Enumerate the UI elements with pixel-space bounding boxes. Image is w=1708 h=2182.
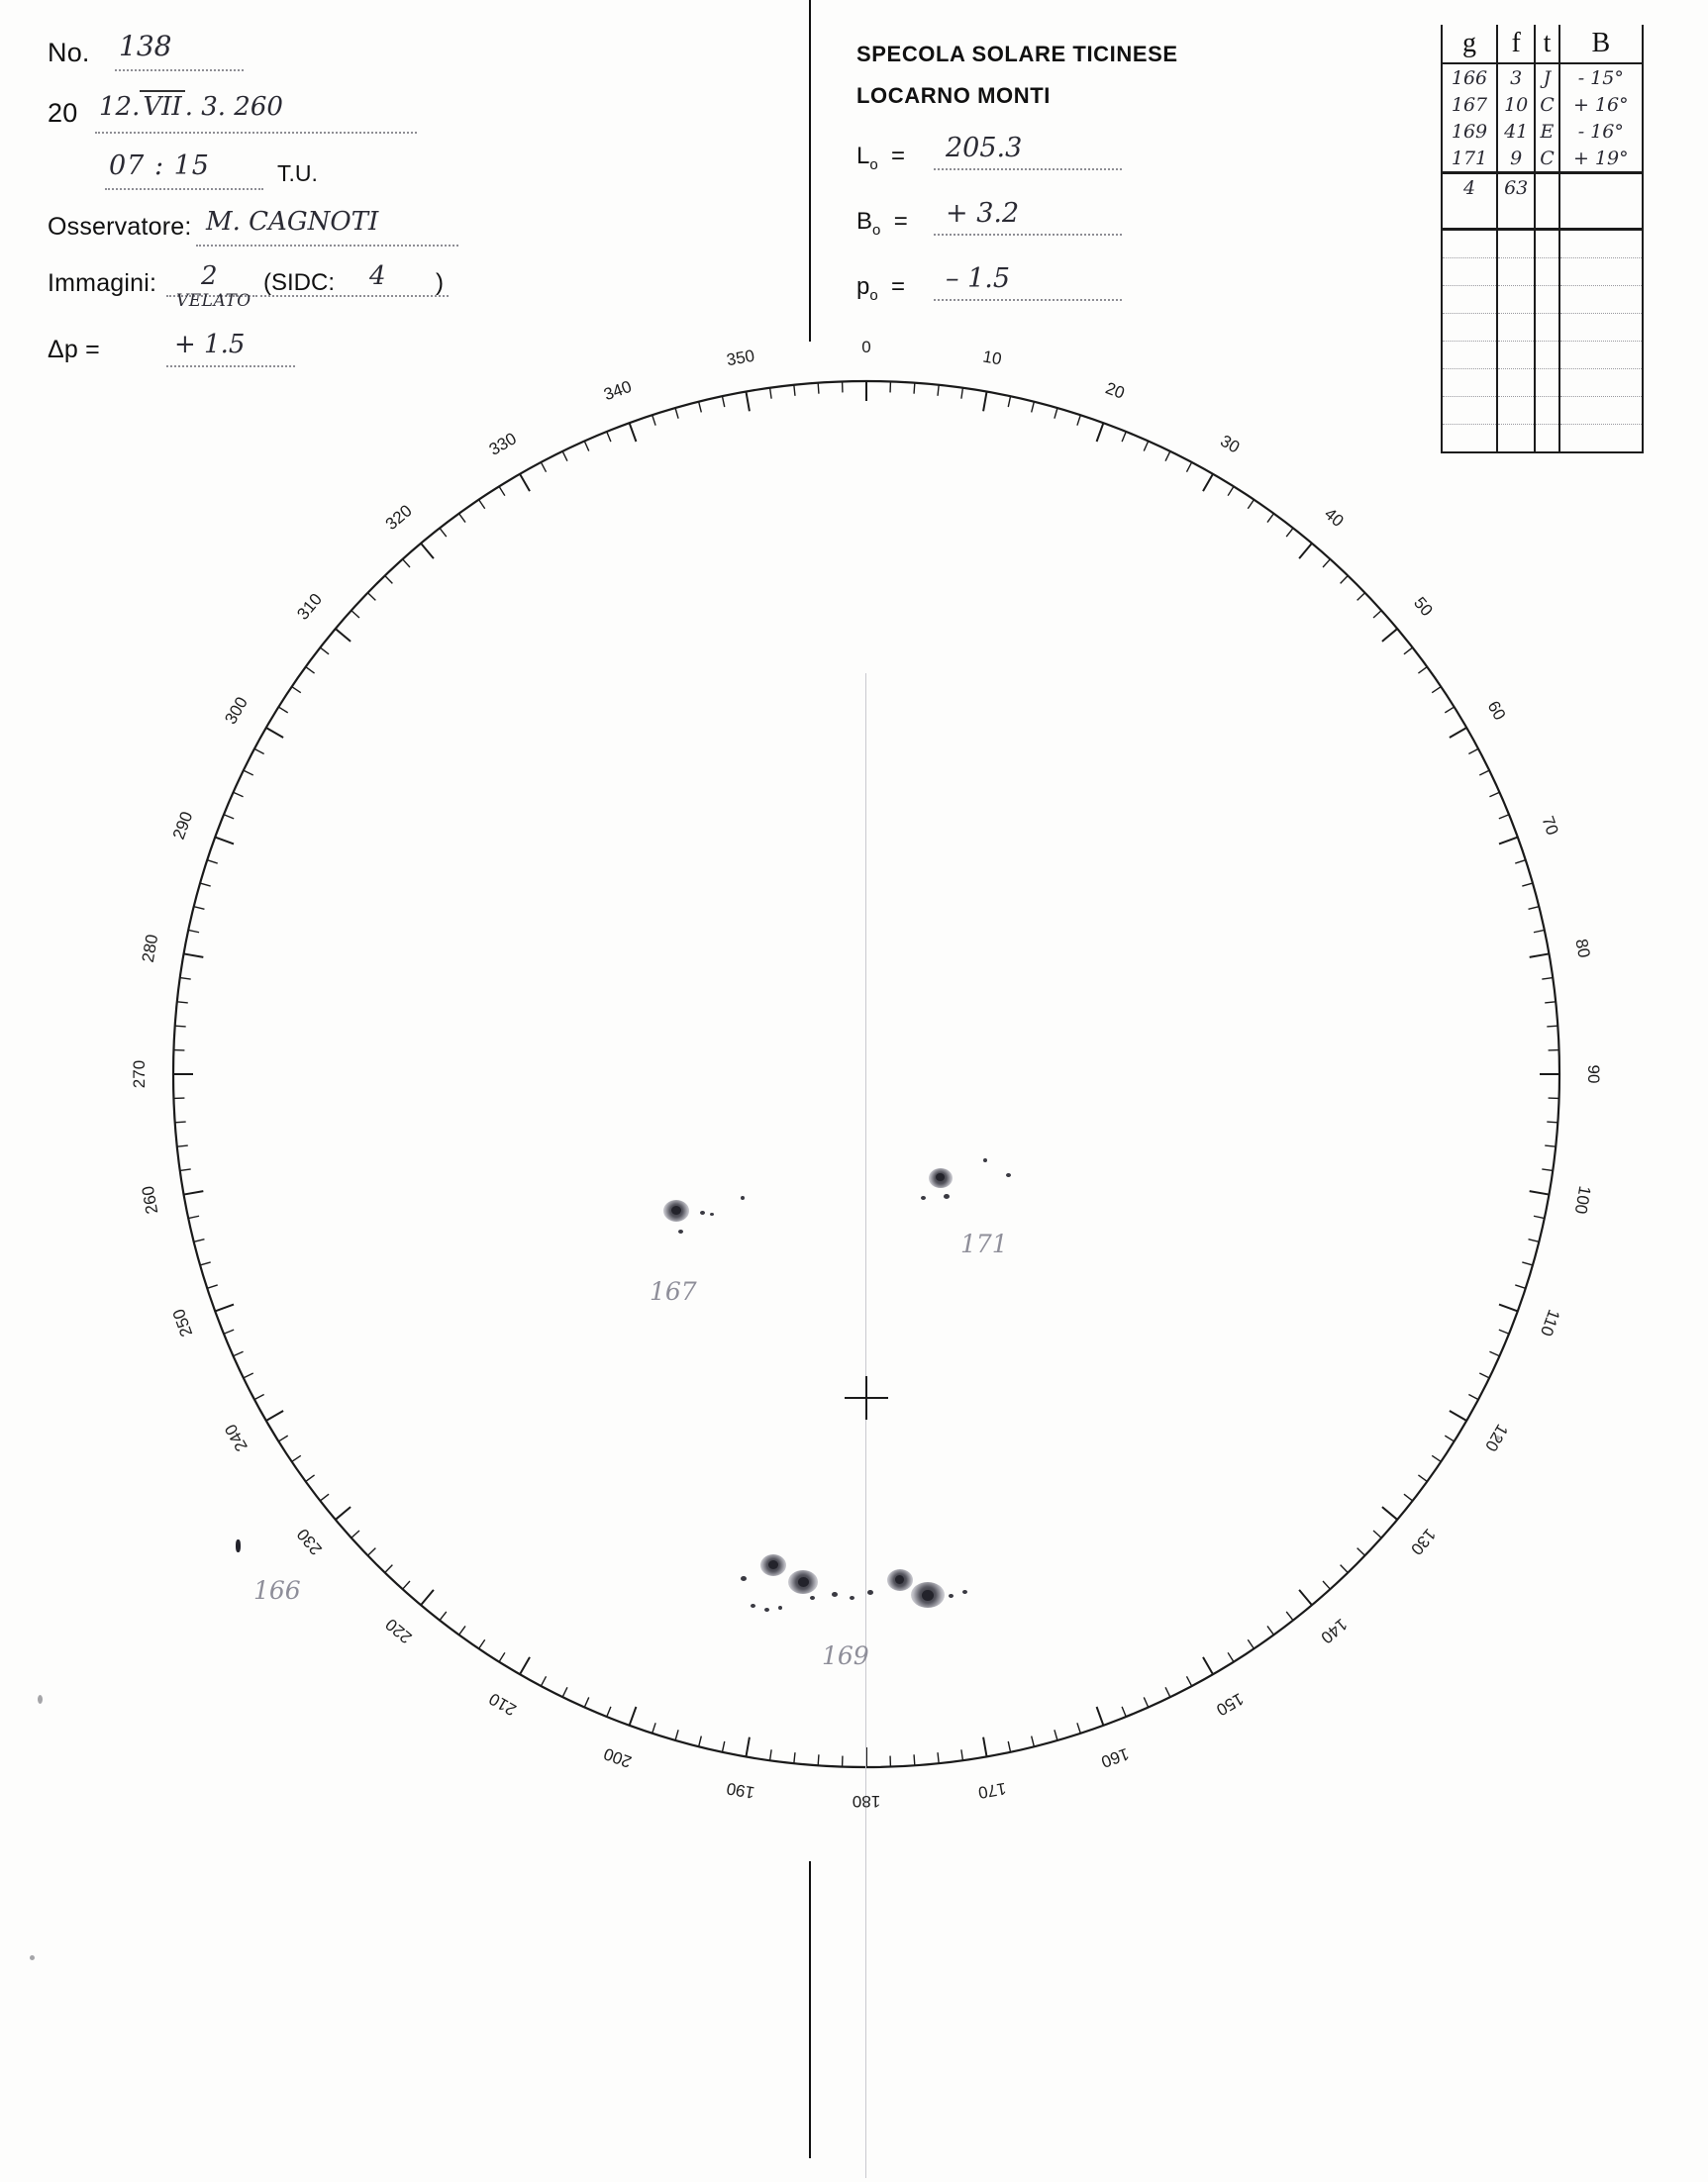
param-B0-underline [934, 234, 1122, 236]
images-note: VELATO [176, 291, 251, 311]
table-empty-row [1442, 230, 1643, 258]
degree-label-170: 170 [976, 1778, 1009, 1803]
degree-label-240: 240 [221, 1421, 252, 1455]
table-empty-row [1442, 258, 1643, 286]
group-label-171: 171 [960, 1230, 1008, 1258]
degree-label-340: 340 [601, 377, 635, 405]
degree-label-350: 350 [724, 346, 756, 370]
degree-label-0: 0 [861, 338, 871, 356]
empty-cell [1497, 258, 1535, 286]
degree-label-200: 200 [601, 1743, 635, 1771]
sunspot-169-speck [741, 1576, 747, 1581]
degree-label-140: 140 [1317, 1615, 1352, 1648]
sunspot-167-umbra [671, 1206, 681, 1215]
empty-cell [1497, 230, 1535, 258]
degree-label-310: 310 [292, 589, 326, 624]
degree-label-120: 120 [1480, 1421, 1512, 1455]
cell-g: 171 [1442, 145, 1497, 173]
sunspot-169-speck [949, 1594, 954, 1598]
degree-label-250: 250 [169, 1306, 197, 1339]
param-L0-label: $L_o$ = [856, 143, 906, 173]
disc-center-cross [845, 1376, 888, 1420]
empty-cell [1559, 258, 1643, 286]
cell-f: 41 [1497, 118, 1535, 145]
col-header-B: B [1559, 25, 1643, 63]
col-header-t: t [1535, 25, 1558, 63]
degree-label-60: 60 [1483, 697, 1510, 724]
degree-label-300: 300 [221, 693, 252, 728]
sunspot-169-speck [751, 1604, 755, 1608]
sunspot-166-umbra [236, 1539, 241, 1552]
cell-b: + 19° [1559, 145, 1643, 173]
sunspot-169-speck [764, 1608, 769, 1612]
col-header-f: f [1497, 25, 1535, 63]
empty-cell [1535, 201, 1558, 230]
total-b [1559, 173, 1643, 202]
degree-label-220: 220 [381, 1615, 416, 1648]
empty-cell [1497, 201, 1535, 230]
table-totals-row [1442, 173, 1643, 202]
number-underline [115, 69, 244, 71]
field-images-row [48, 261, 513, 317]
solar-disc [57, 327, 1603, 1841]
cell-t: J [1535, 63, 1558, 91]
total-t [1535, 173, 1558, 202]
tick-marks [173, 378, 1562, 1767]
param-B0-label: $B_o$ = [856, 208, 908, 239]
empty-cell [1442, 286, 1497, 314]
degree-label-320: 320 [381, 500, 416, 534]
empty-cell [1535, 286, 1558, 314]
page-fleck [30, 1955, 35, 1960]
sunspot-171-umbra [936, 1173, 945, 1181]
cell-t: E [1535, 118, 1558, 145]
empty-cell [1497, 286, 1535, 314]
limb-circle [173, 378, 1562, 1767]
images-label: Immagini: [48, 269, 157, 297]
sunspot-169-d-umbra [922, 1590, 934, 1601]
time-value: 07 : 15 [109, 150, 210, 181]
year-prefix: 20 [48, 98, 78, 128]
meridian-line-bottom [809, 1861, 811, 2158]
degree-label-30: 30 [1217, 431, 1244, 457]
group-label-166: 166 [253, 1576, 301, 1605]
sunspot-171-speck [1006, 1173, 1011, 1177]
degree-label-50: 50 [1410, 593, 1438, 621]
meridian-line-top [809, 0, 811, 342]
param-L0-value: 205.3 [946, 133, 1023, 163]
table-row [1442, 145, 1643, 173]
station-name-line2: LOCARNO MONTI [856, 83, 1052, 108]
degree-label-210: 210 [485, 1688, 520, 1720]
degree-label-130: 130 [1407, 1525, 1441, 1559]
field-observer-row [48, 205, 513, 248]
page-fleck [38, 1695, 43, 1704]
degree-label-330: 330 [485, 429, 520, 460]
degree-label-150: 150 [1213, 1688, 1248, 1720]
empty-cell [1559, 230, 1643, 258]
degree-label-80: 80 [1571, 937, 1594, 959]
empty-cell [1559, 286, 1643, 314]
sunspot-167-speck [700, 1211, 705, 1215]
empty-cell [1442, 258, 1497, 286]
degree-label-20: 20 [1103, 378, 1128, 403]
sunspot-169-speck [832, 1592, 838, 1597]
time-underline [105, 188, 263, 190]
sunspot-169-speck [778, 1606, 782, 1610]
date-rest: . 3. 260 [184, 92, 283, 122]
degree-label-70: 70 [1538, 813, 1562, 838]
param-p0-value: – 1.5 [946, 263, 1011, 294]
degree-label-180: 180 [852, 1792, 881, 1811]
cell-f: 10 [1497, 91, 1535, 118]
sidc-close-paren: ) [436, 269, 444, 296]
sunspot-169-speck [810, 1596, 815, 1600]
table-empty-row [1442, 286, 1643, 314]
date-value: 12. VII . 3. 260 [99, 92, 283, 122]
table-empty-row [1442, 201, 1643, 230]
meridian-line-inner [865, 673, 866, 2178]
empty-cell [1535, 230, 1558, 258]
empty-cell [1442, 230, 1497, 258]
field-number-row [48, 30, 513, 73]
images-value: 2 [201, 261, 218, 291]
sunspot-169-b-umbra [798, 1577, 809, 1587]
page-fleck [1495, 1436, 1500, 1440]
degree-label-290: 290 [169, 809, 197, 843]
degree-label-100: 100 [1570, 1184, 1595, 1217]
cell-g: 167 [1442, 91, 1497, 118]
param-p0-label: $p_o$ = [856, 273, 906, 304]
degree-label-270: 270 [130, 1059, 149, 1089]
sidc-underline [260, 295, 449, 297]
degree-label-280: 280 [138, 932, 162, 964]
param-B0-row [856, 198, 1272, 240]
sunspot-169-speck [962, 1590, 967, 1594]
col-header-g: g [1442, 25, 1497, 63]
sunspot-171-speck [944, 1194, 950, 1199]
number-label: No. [48, 38, 90, 67]
degree-label-90: 90 [1584, 1064, 1603, 1084]
sunspot-169-speck [867, 1590, 873, 1595]
sunspot-171-speck [983, 1158, 987, 1162]
empty-cell [1535, 258, 1558, 286]
sunspot-167-speck [710, 1213, 714, 1216]
date-year2: 12 [99, 92, 133, 122]
param-p0-row [856, 263, 1272, 305]
param-p0-underline [934, 299, 1122, 301]
disc-graticule [119, 317, 1614, 1832]
total-f: 63 [1497, 173, 1535, 202]
total-g: 4 [1442, 173, 1497, 202]
degree-label-190: 190 [724, 1778, 756, 1803]
group-label-169: 169 [822, 1641, 869, 1670]
empty-cell [1442, 201, 1497, 230]
sidc-label: (SIDC: [263, 269, 335, 296]
param-L0-row [856, 133, 1272, 174]
cell-g: 166 [1442, 63, 1497, 91]
cell-f: 9 [1497, 145, 1535, 173]
table-row [1442, 91, 1643, 118]
observer-value: M. CAGNOTI [206, 207, 379, 237]
degree-label-10: 10 [981, 347, 1004, 369]
observer-underline [196, 245, 458, 247]
cell-g: 169 [1442, 118, 1497, 145]
deltap-value: + 1.5 [174, 330, 246, 359]
table-row [1442, 118, 1643, 145]
degree-label-230: 230 [292, 1525, 326, 1559]
cell-b: - 16° [1559, 118, 1643, 145]
station-name-line1: SPECOLA SOLARE TICINESE [856, 42, 1178, 66]
station-header [856, 42, 1272, 305]
deltap-label: Δp = [48, 336, 100, 363]
table-header-row [1442, 25, 1643, 63]
sidc-value: 4 [369, 261, 386, 291]
sunspot-169-speck [850, 1596, 854, 1600]
cell-f: 3 [1497, 63, 1535, 91]
cell-t: C [1535, 145, 1558, 173]
param-B0-value: + 3.2 [946, 198, 1020, 229]
field-time-row [48, 147, 513, 192]
group-label-167: 167 [650, 1277, 697, 1306]
number-value: 138 [119, 30, 172, 62]
table-row [1442, 63, 1643, 91]
degree-label-260: 260 [138, 1184, 162, 1217]
field-date-row [48, 86, 513, 134]
empty-cell [1559, 201, 1643, 230]
param-L0-underline [934, 168, 1122, 170]
degree-label-160: 160 [1098, 1743, 1132, 1771]
observer-label: Osservatore: [48, 213, 192, 241]
sunspot-171-speck [921, 1196, 926, 1200]
sunspot-169-a-umbra [768, 1560, 778, 1569]
sunspot-167-speck [741, 1196, 745, 1200]
sunspot-169-c-umbra [895, 1575, 904, 1584]
sunspot-167-speck [678, 1230, 683, 1234]
cell-t: C [1535, 91, 1558, 118]
date-month-roman: VII [140, 90, 184, 122]
cell-b: - 15° [1559, 63, 1643, 91]
degree-label-110: 110 [1536, 1307, 1563, 1339]
date-underline [95, 132, 417, 134]
cell-b: + 16° [1559, 91, 1643, 118]
degree-label-40: 40 [1320, 503, 1348, 531]
time-unit-label: T.U. [277, 160, 318, 186]
